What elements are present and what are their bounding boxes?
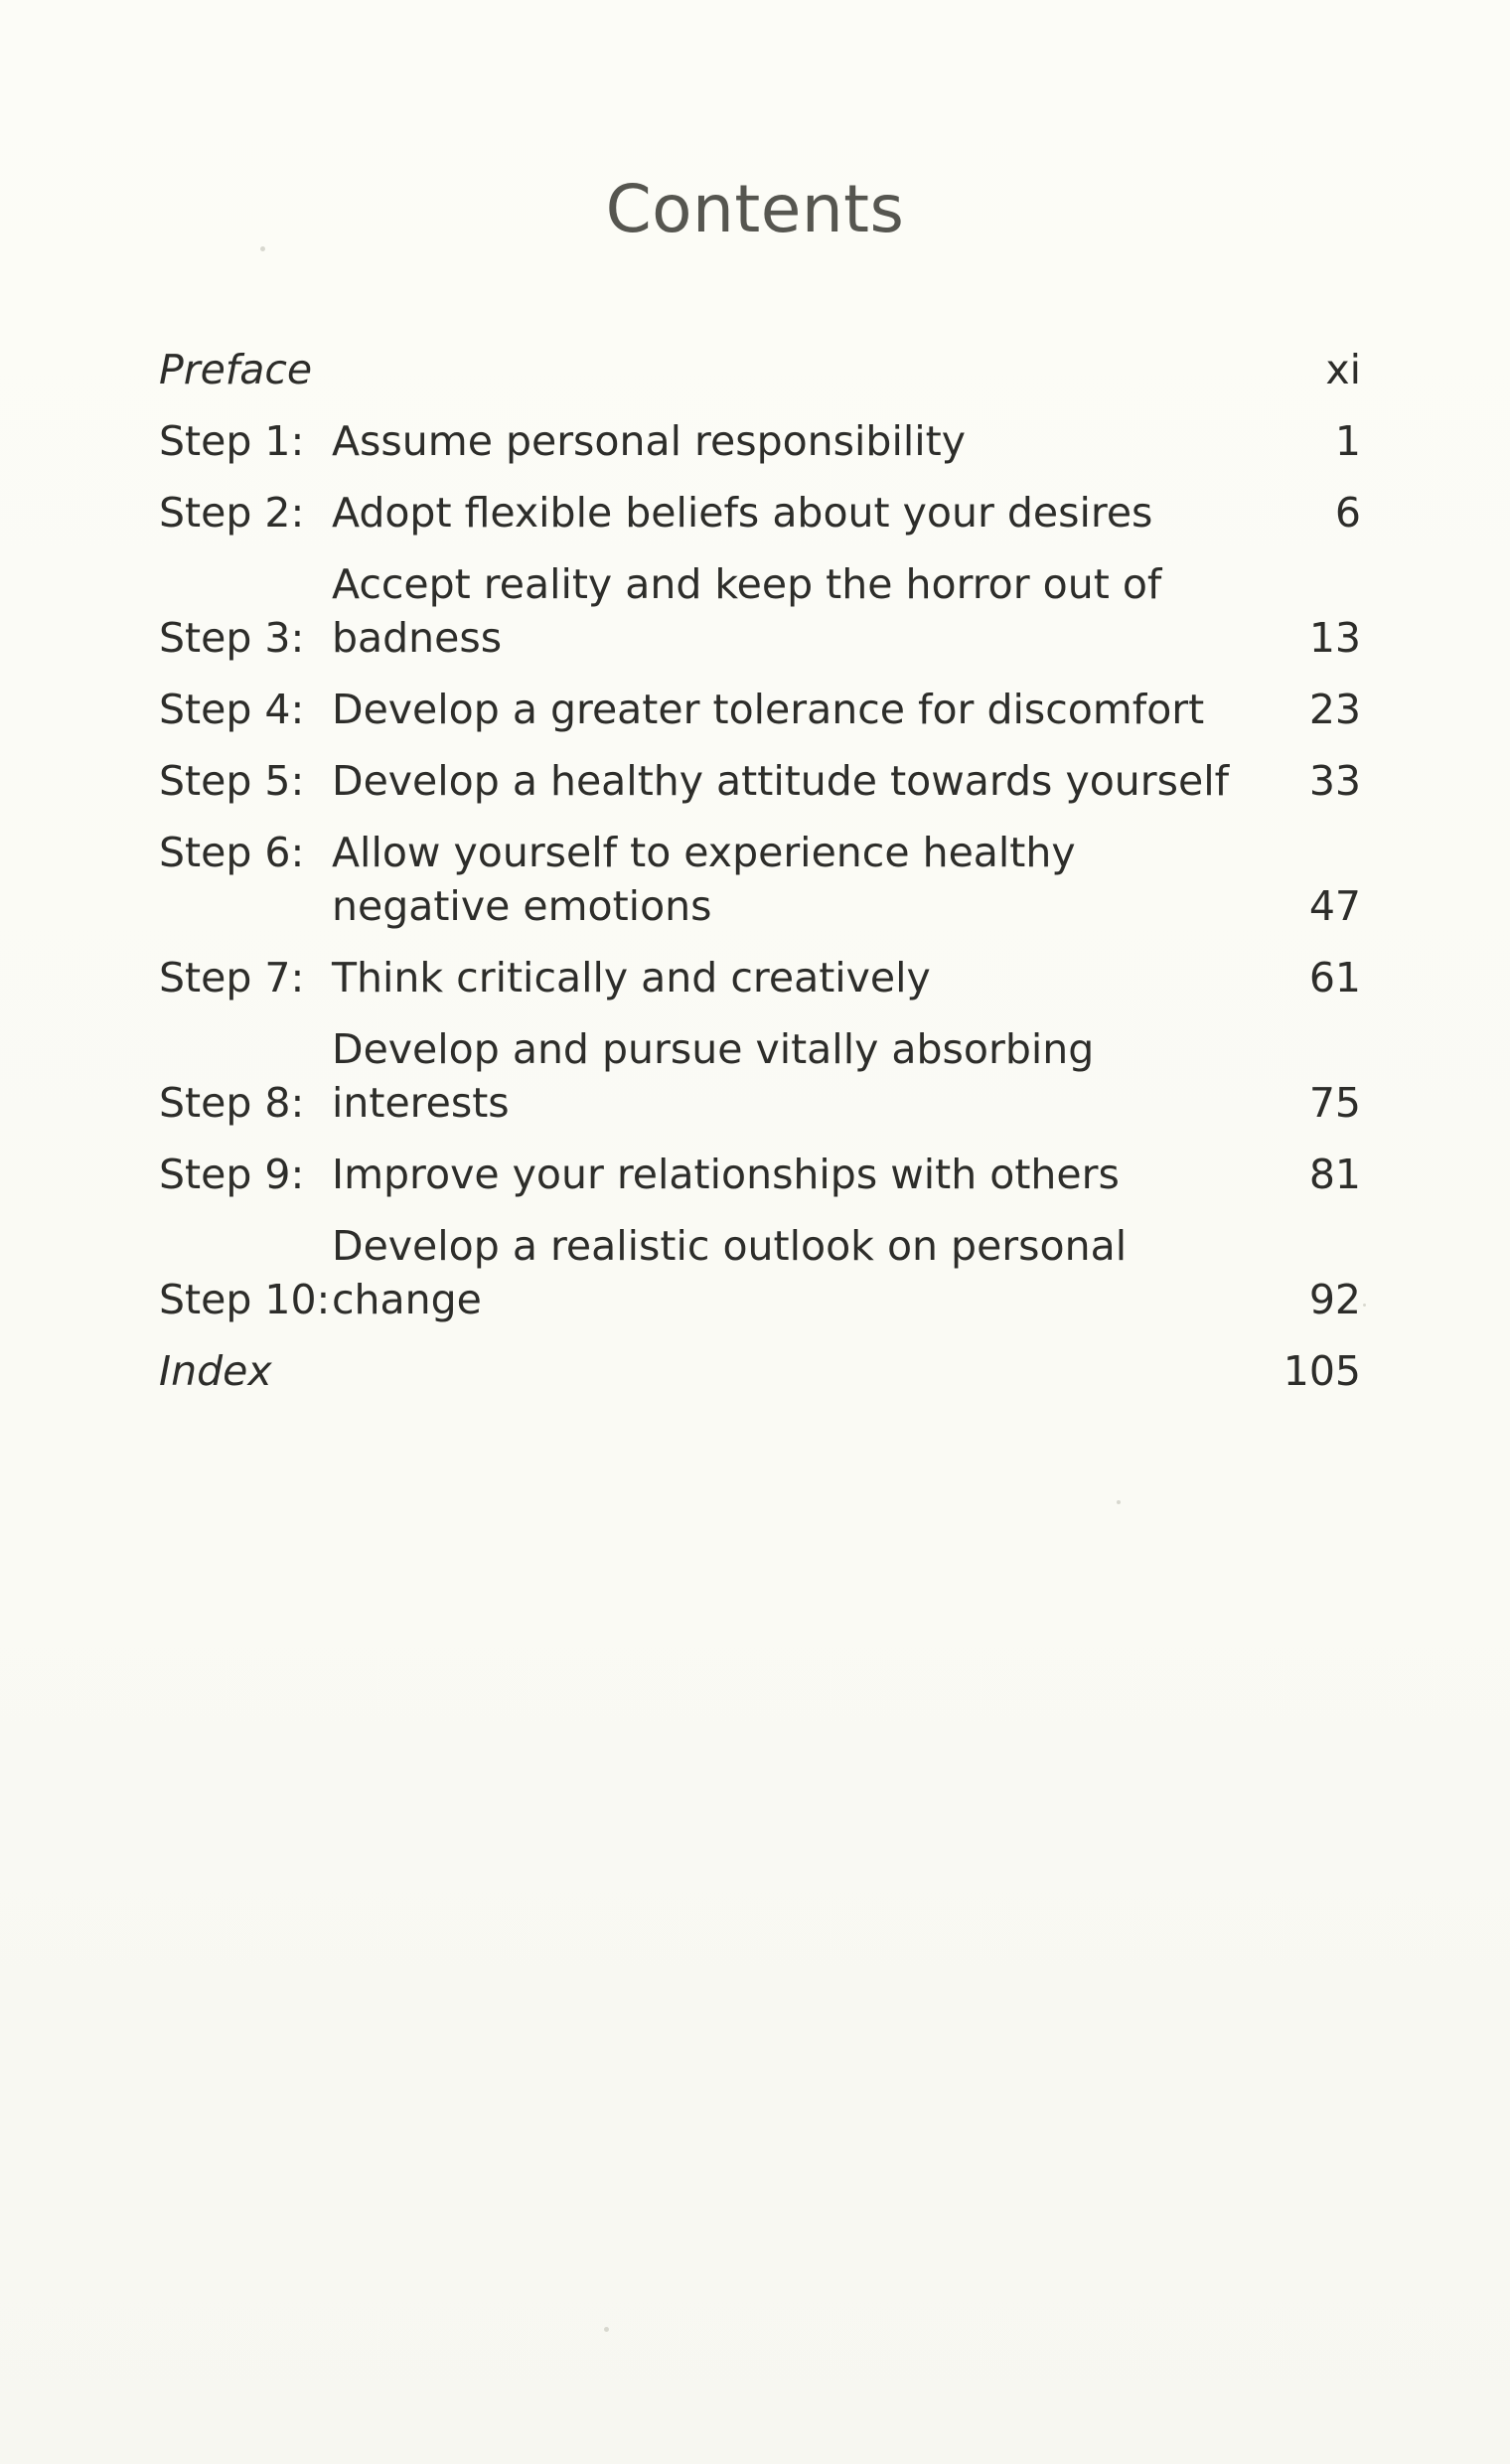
toc-entry-title: Develop a realistic outlook on personal change: [332, 1222, 1128, 1323]
toc-entry-page-number: xi: [1325, 346, 1361, 393]
paper-speck: [260, 246, 265, 251]
toc-entry-title: Improve your relationships with others: [332, 1151, 1120, 1198]
toc-entry-title: Develop a greater tolerance for discomfort: [332, 686, 1205, 733]
toc-entry-label: Step 3:: [159, 614, 305, 662]
toc-entry-label: Step 4:: [159, 686, 305, 733]
toc-entry-label: Step 6:: [159, 829, 305, 876]
toc-entry-title: Assume personal responsibility: [332, 417, 966, 465]
toc-entry-step-5: [159, 754, 1361, 808]
toc-entry-page-number: 13: [1308, 614, 1361, 662]
toc-entry-label: Step 10:: [159, 1276, 331, 1323]
toc-entry-step-7: [159, 951, 1361, 1004]
toc-entry-label: Index: [159, 1347, 272, 1395]
toc-entry-title: Adopt flexible beliefs about your desires: [332, 489, 1153, 537]
toc-entry-label: Step 9:: [159, 1151, 305, 1198]
toc-entry-label: Step 5:: [159, 757, 305, 805]
toc-entry-step-1: [159, 414, 1361, 468]
toc-entry-title: Develop a healthy attitude towards yourself: [332, 757, 1230, 805]
paper-speck: [1117, 1500, 1121, 1504]
toc-entry-step-2: [159, 486, 1361, 539]
toc-entry-page-number: 92: [1308, 1276, 1361, 1323]
toc-entry-page-number: 6: [1334, 489, 1361, 537]
toc-entry-step-10: [159, 1219, 1361, 1326]
toc-entry-title: Accept reality and keep the horror out of badness: [332, 560, 1162, 662]
toc-entry-page-number: 33: [1308, 757, 1361, 805]
toc-entry-page-number: 75: [1308, 1079, 1361, 1127]
toc-entry-preface: [159, 343, 1361, 396]
paper-speck: [604, 2327, 609, 2332]
toc-entry-step-6: [159, 826, 1361, 933]
toc-entry-title: Allow yourself to experience healthy negative emotions: [332, 829, 1076, 930]
toc-entry-page-number: 1: [1334, 417, 1361, 465]
toc-entry-label: Step 2:: [159, 489, 305, 537]
toc-entry-page-number: 61: [1308, 954, 1361, 1001]
toc-entry-index: [159, 1344, 1361, 1398]
toc-entry-label: Step 1:: [159, 417, 305, 465]
paper-speck: [1363, 1304, 1366, 1307]
toc-entry-step-9: [159, 1148, 1361, 1201]
toc-entry-page-number: 105: [1283, 1347, 1361, 1395]
toc-entry-page-number: 47: [1308, 882, 1361, 930]
toc-entry-step-3: [159, 557, 1361, 665]
toc-entry-label: Preface: [159, 346, 313, 393]
toc-entry-label: Step 7:: [159, 954, 305, 1001]
toc-entry-page-number: 23: [1308, 686, 1361, 733]
toc-entry-label: Step 8:: [159, 1079, 305, 1127]
toc-entry-title: Think critically and creatively: [332, 954, 931, 1001]
toc-entry-page-number: 81: [1308, 1151, 1361, 1198]
toc-entry-step-8: [159, 1022, 1361, 1130]
toc-entry-step-4: [159, 683, 1361, 736]
toc-entry-title: Develop and pursue vitally absorbing interests: [332, 1025, 1095, 1127]
page-title: Contents: [605, 171, 905, 247]
table-of-contents: [159, 343, 1361, 1416]
